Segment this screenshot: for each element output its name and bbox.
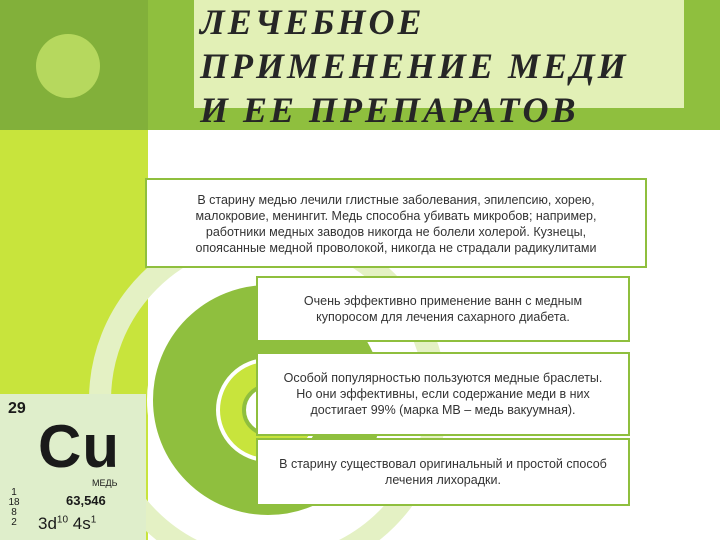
shell-count: 1 [11,487,17,498]
point-box-bracelets [256,352,630,436]
point-text-line: В старину существовал оригинальный и простой способ [279,457,607,471]
point-text-line: Но они эффективны, если содержание меди в них [296,387,590,401]
point-text-line: купоросом для лечения сахарного диабета. [316,310,570,324]
element-name: МЕДЬ [92,478,118,488]
point-box-fever [256,438,630,506]
slide-title [200,0,720,132]
electron-shells [8,488,20,528]
electron-configuration [38,514,96,534]
atomic-number: 29 [8,400,26,417]
point-text-line: лечения лихорадки. [385,473,501,487]
shell-count: 2 [11,517,17,528]
point-box-baths [256,276,630,342]
title-line-2: ПРИМЕНЕНИЕ МЕДИ [200,46,629,86]
config-3d: 3d [38,514,57,533]
main-text-box [145,178,647,268]
title-line-3: И ЕЕ ПРЕПАРАТОВ [200,90,579,130]
point-text-line: достигает 99% (марка МВ – медь вакуумная). [310,403,576,417]
config-4s: 4s [72,514,91,533]
periodic-element-card [0,394,146,540]
atomic-mass: 63,546 [66,493,106,508]
config-3d-exp: 10 [56,514,69,526]
element-symbol: Cu [38,413,120,480]
main-text-line: В старину медью лечили глистные заболевания, эпилепсию, хорею, [197,193,595,207]
config-4s-exp: 1 [90,514,97,526]
shell-count: 8 [11,507,17,518]
title-line-1: ЛЕЧЕБНОЕ [200,2,425,42]
point-text-line: Особой популярностью пользуются медные браслеты. [283,371,603,385]
main-text-line: работники медных заводов никогда не болели холерой. Кузнецы, [205,225,587,239]
shell-count: 18 [8,497,20,508]
main-text-line: опоясанные медной проволокой, никогда не страдали радикулитами [195,241,597,255]
point-text-line: Очень эффективно применение ванн с медным [303,294,583,308]
main-text-line: малокровие, менингит. Медь способна убивать микробов; например, [195,209,597,223]
